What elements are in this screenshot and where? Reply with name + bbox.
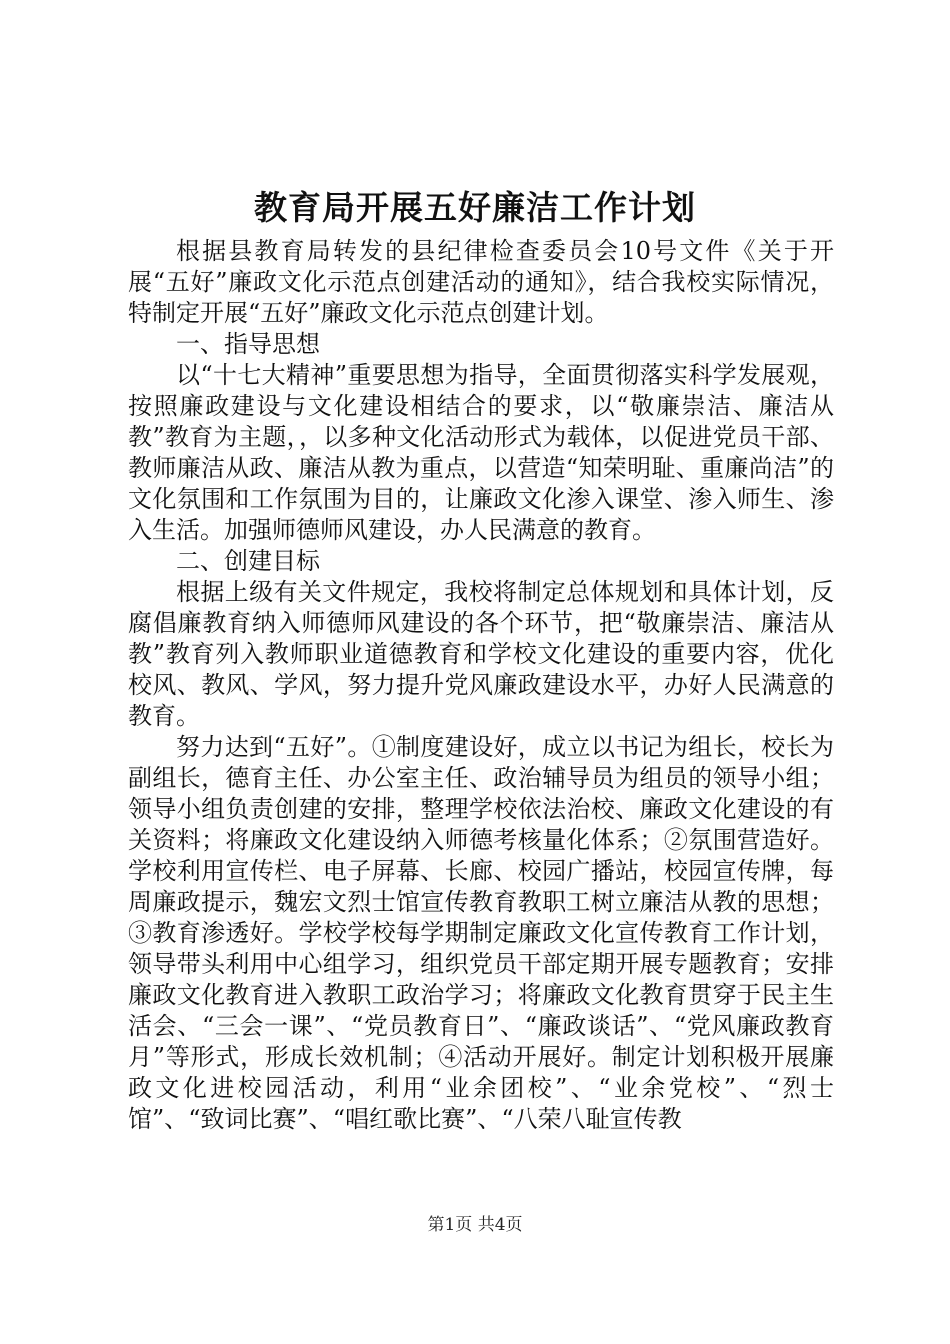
section-heading-guiding-ideology: 一、指导思想 [176,330,320,358]
goals-paragraph: 根据上级有关文件规定，我校将制定总体规划和具体计划，反腐倡廉教育纳入师德师风建设的各个环节，把“敬廉崇洁、廉洁从教”教育列入教师职业道德教育和学校文化建设的重要内容，优化校风、教风、学风，努力提升党风廉政建设水平，办好人民满意的教育。 [128,578,834,730]
document-body [128,236,834,1135]
page-footer: 第1页 共4页 [427,1215,523,1235]
section-heading-goals: 二、创建目标 [176,547,320,575]
intro-paragraph: 根据县教育局转发的县纪律检查委员会10号文件《关于开展“五好”廉政文化示范点创建活动的通知》，结合我校实际情况，特制定开展“五好”廉政文化示范点创建计划。 [128,237,834,327]
five-goods-paragraph: 努力达到“五好”。①制度建设好，成立以书记为组长，校长为副组长，德育主任、办公室主任、政治辅导员为组员的领导小组；领导小组负责创建的安排，整理学校依法治校、廉政文化建设的有关资料；将廉政文化建设纳入师德考核量化体系；②氛围营造好。学校利用宣传栏、电子屏幕、长廊、校园广播站，校园宣传牌，每周廉政提示，魏宏文烈士馆宣传教育教职工树立廉洁从教的思想；③教育渗透好。学校学校每学期制定廉政文化宣传教育工作计划，领导带头利用中心组学习，组织党员干部定期开展专题教育；安排廉政文化教育进入教职工政治学习；将廉政文化教育贯穿于民主生活会、“三会一课”、“党员教育日”、“廉政谈话”、“党风廉政教育月”等形式，形成长效机制；④活动开展好。制定计划积极开展廉政文化进校园活动，利用“业余团校”、“业余党校”、“烈士馆”、“致词比赛”、“唱红歌比赛”、“八荣八耻宣传教 [128,733,834,1133]
document-title: 教育局开展五好廉洁工作计划 [254,188,696,227]
guiding-ideology-paragraph: 以“十七大精神”重要思想为指导，全面贯彻落实科学发展观，按照廉政建设与文化建设相结合的要求，以“敬廉崇洁、廉洁从教”教育为主题，，以多种文化活动形式为载体，以促进党员干部、教师廉洁从政、廉洁从教为重点，以营造“知荣明耻、重廉尚洁”的文化氛围和工作氛围为目的，让廉政文化渗入课堂、渗入师生、渗入生活。加强师德师风建设，办人民满意的教育。 [128,361,834,544]
